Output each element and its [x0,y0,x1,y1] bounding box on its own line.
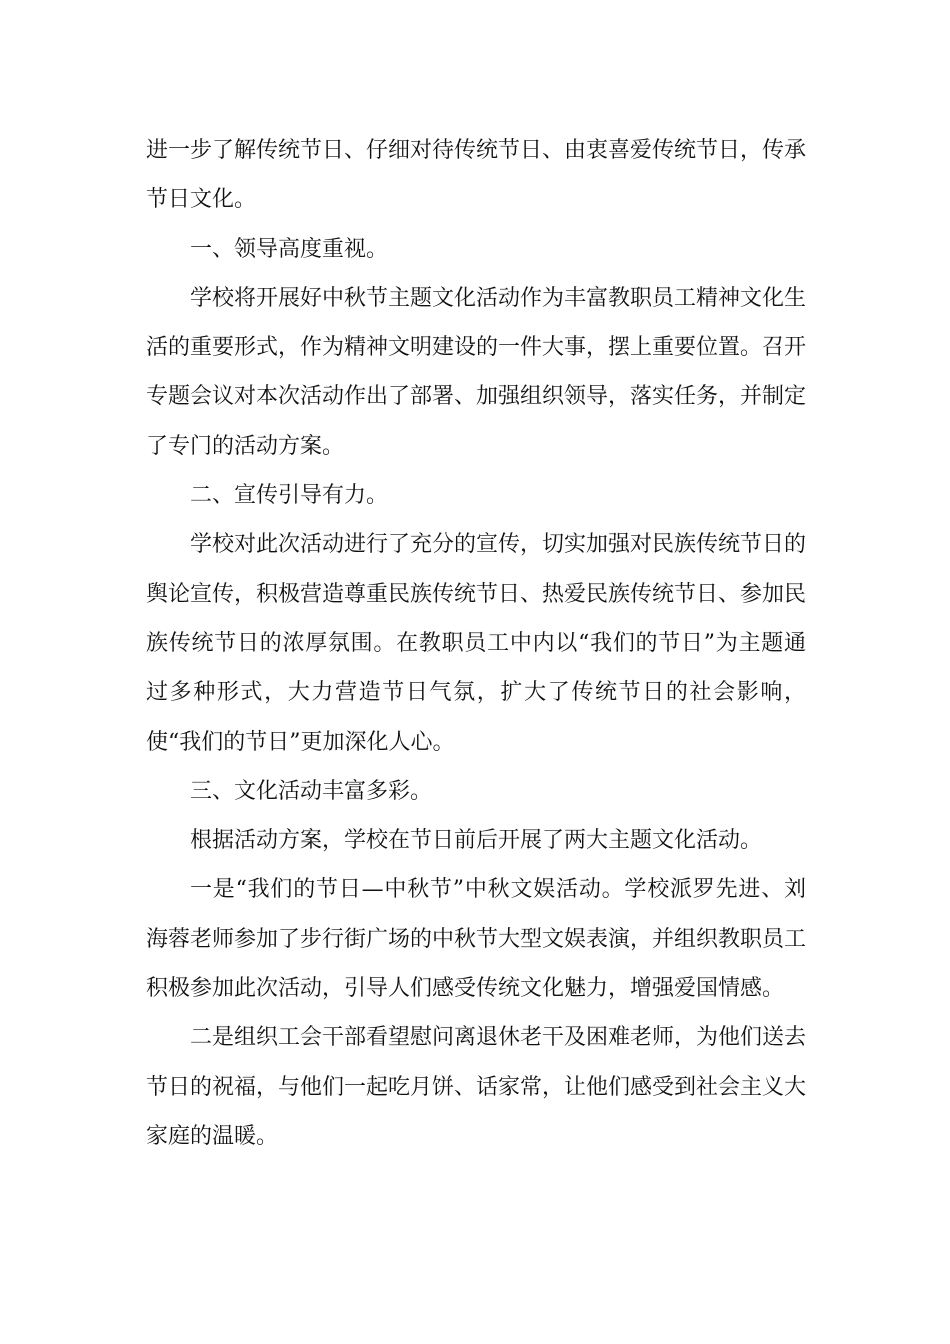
paragraph-activity-two: 二是组织工会干部看望慰问离退休老干及困难老师，为他们送去节日的祝福，与他们一起吃月饼、话家常，让他们感受到社会主义大家庭的温暖。 [146,1025,807,1149]
section-heading-activities: 三、文化活动丰富多彩。 [190,778,433,804]
document-body [146,126,806,1161]
paragraph-activities-intro: 根据活动方案，学校在节日前后开展了两大主题文化活动。 [190,828,763,854]
section-heading-leadership: 一、领导高度重视。 [190,236,389,262]
paragraph-publicity: 学校对此次活动进行了充分的宣传，切实加强对民族传统节日的舆论宣传，积极营造尊重民族传统节日、热爱民族传统节日、参加民族传统节日的浓厚氛围。在教职员工中内以“我们的节日”为主题通过多种形式，大力营造节日气氛，扩大了传统节日的社会影响，使“我们的节日”更加深化人心。 [146,532,807,755]
paragraph-continuation: 进一步了解传统节日、仔细对待传统节日、由衷喜爱传统节日，传承节日文化。 [146,138,807,213]
section-heading-publicity: 二、宣传引导有力。 [190,483,389,509]
paragraph-leadership: 学校将开展好中秋节主题文化活动作为丰富教职员工精神文化生活的重要形式，作为精神文明建设的一件大事，摆上重要位置。召开专题会议对本次活动作出了部署、加强组织领导，落实任务，并制定了专门的活动方案。 [146,285,807,459]
paragraph-activity-one: 一是“我们的节日—中秋节”中秋文娱活动。学校派罗先进、刘海蓉老师参加了步行街广场的中秋节大型文娱表演，并组织教职员工积极参加此次活动，引导人们感受传统文化魅力，增强爱国情感。 [146,877,807,1002]
